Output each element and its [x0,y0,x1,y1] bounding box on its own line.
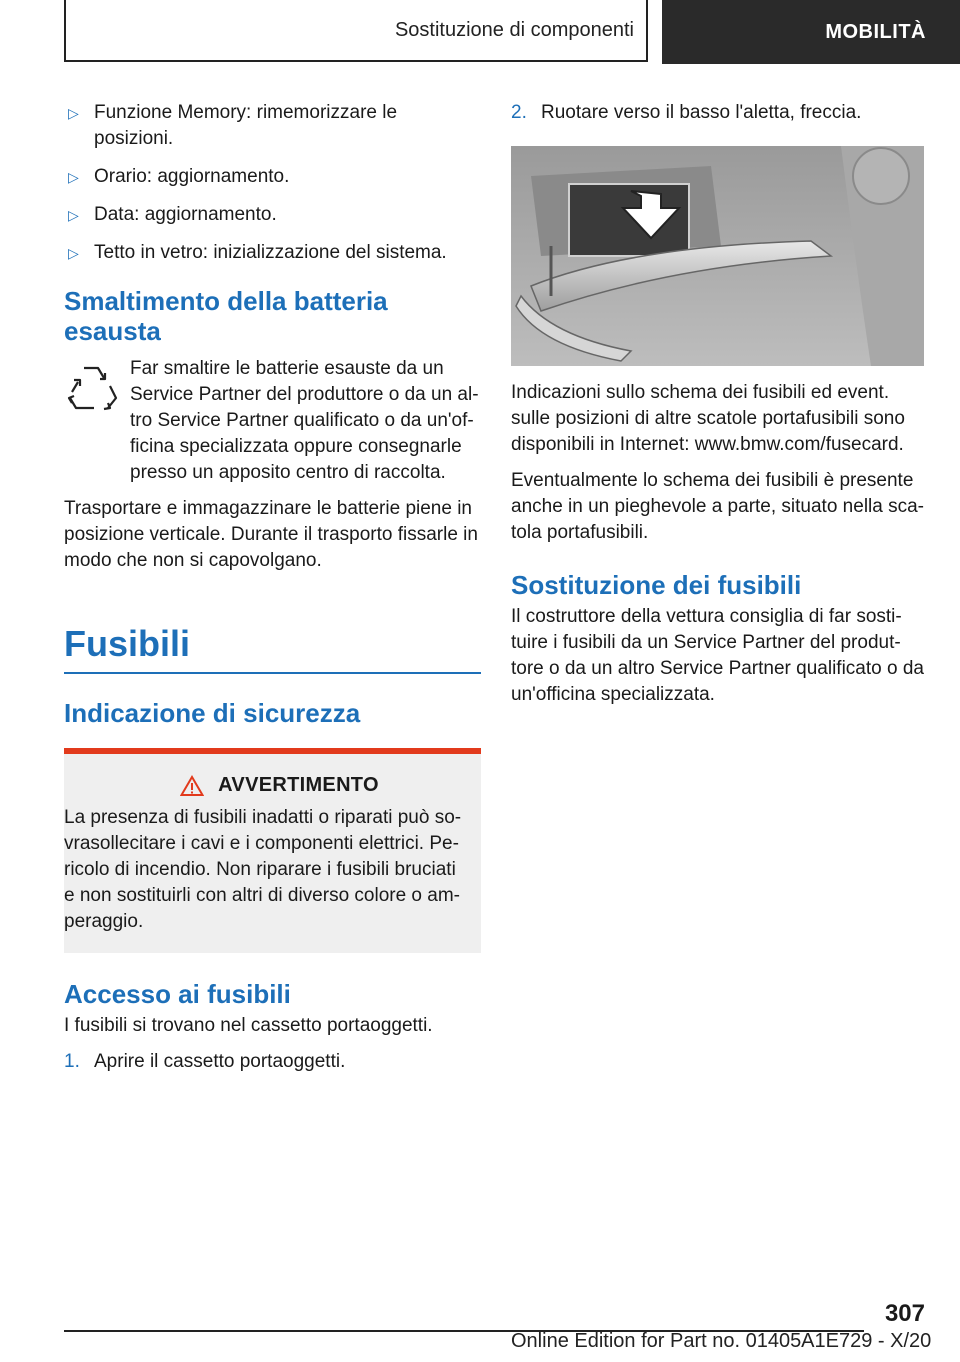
step-1 [64,1049,481,1075]
battery-heading: Smaltimento della batteria esausta [64,286,388,346]
access-heading: Accesso ai fusibili [64,979,291,1009]
list-item [64,164,481,190]
glovebox-photo [511,146,924,366]
list-item-text: Funzione Memory: rimemorizzare le posizioni. [94,102,398,149]
warning-box [64,748,481,953]
step-text: Aprire il cassetto portaoggetti. [94,1051,346,1072]
warning-triangle-icon [180,775,204,797]
list-item-text: Tetto in vetro: inizializzazione del sistema. [94,242,447,263]
bullet-triangle-icon: ▷ [68,105,79,121]
replace-heading: Sostituzione dei fusibili [511,570,802,600]
footer-edition: Online Edition for Part no. 01405A1E729 - X/20 [511,1330,932,1352]
page-number: 307 [884,1300,925,1327]
fuse-title: Fusibili [64,622,481,674]
header-chapter-tab [662,0,960,64]
chapter-title: MOBILITÀ [825,20,926,43]
warning-title: AVVERTIMENTO [218,774,379,796]
warning-header [64,774,465,797]
list-item [64,100,481,152]
list-item-text: Data: aggiornamento. [94,204,277,225]
list-item [64,202,481,228]
warning-text: La presenza di fusibili inadatti o riparati può so-vrasollecitare i cavi e i componenti elettrici. Pe-ricolo di incendio. Non riparare i fusibili bruciati e non sostituirli con altri di diverso colore o am-peraggio. [64,807,462,932]
left-column [64,100,481,1087]
step-text: Ruotare verso il basso l'aletta, freccia. [541,102,862,123]
safety-heading: Indicazione di sicurezza [64,698,361,728]
battery-text-1: Far smaltire le batterie esauste da un Service Partner del produttore o da un al-tro Service Partner qualificato o da un'of-ficina specializzata oppure consegnarle presso un apposito centro di raccolta. [130,358,479,483]
battery-disposal-block [64,356,481,486]
info-text-2: Eventualmente lo schema dei fusibili è presente anche in un pieghevole a parte, situato nella sca-tola portafusibili. [511,470,924,543]
list-item [64,240,481,266]
section-title: Sostituzione di componenti [394,18,634,41]
step-2 [511,100,924,126]
info-text-1: Indicazioni sullo schema dei fusibili ed event. sulle posizioni di altre scatole portafusibili sono disponibili in Internet: www.bmw.com/fusecard. [511,382,905,455]
step-number: 2. [511,102,527,123]
bullet-triangle-icon: ▷ [68,169,79,185]
list-item-text: Orario: aggiornamento. [94,166,290,187]
step-number: 1. [64,1051,80,1072]
right-column [511,100,924,718]
header-section-title [64,0,648,62]
battery-text-2: Trasportare e immagazzinare le batterie piene in posizione verticale. Durante il trasporto fissarle in modo che non si capovolgano. [64,498,478,571]
bullet-triangle-icon: ▷ [68,207,79,223]
access-text: I fusibili si trovano nel cassetto portaoggetti. [64,1015,433,1036]
bullet-triangle-icon: ▷ [68,245,79,261]
replace-text: Il costruttore della vettura consiglia di far sosti-tuire i fusibili da un Service Partner del produt-tore o da un altro Service Partner qualificato o da un'officina specializzata. [511,606,924,705]
recycle-icon [64,360,118,414]
